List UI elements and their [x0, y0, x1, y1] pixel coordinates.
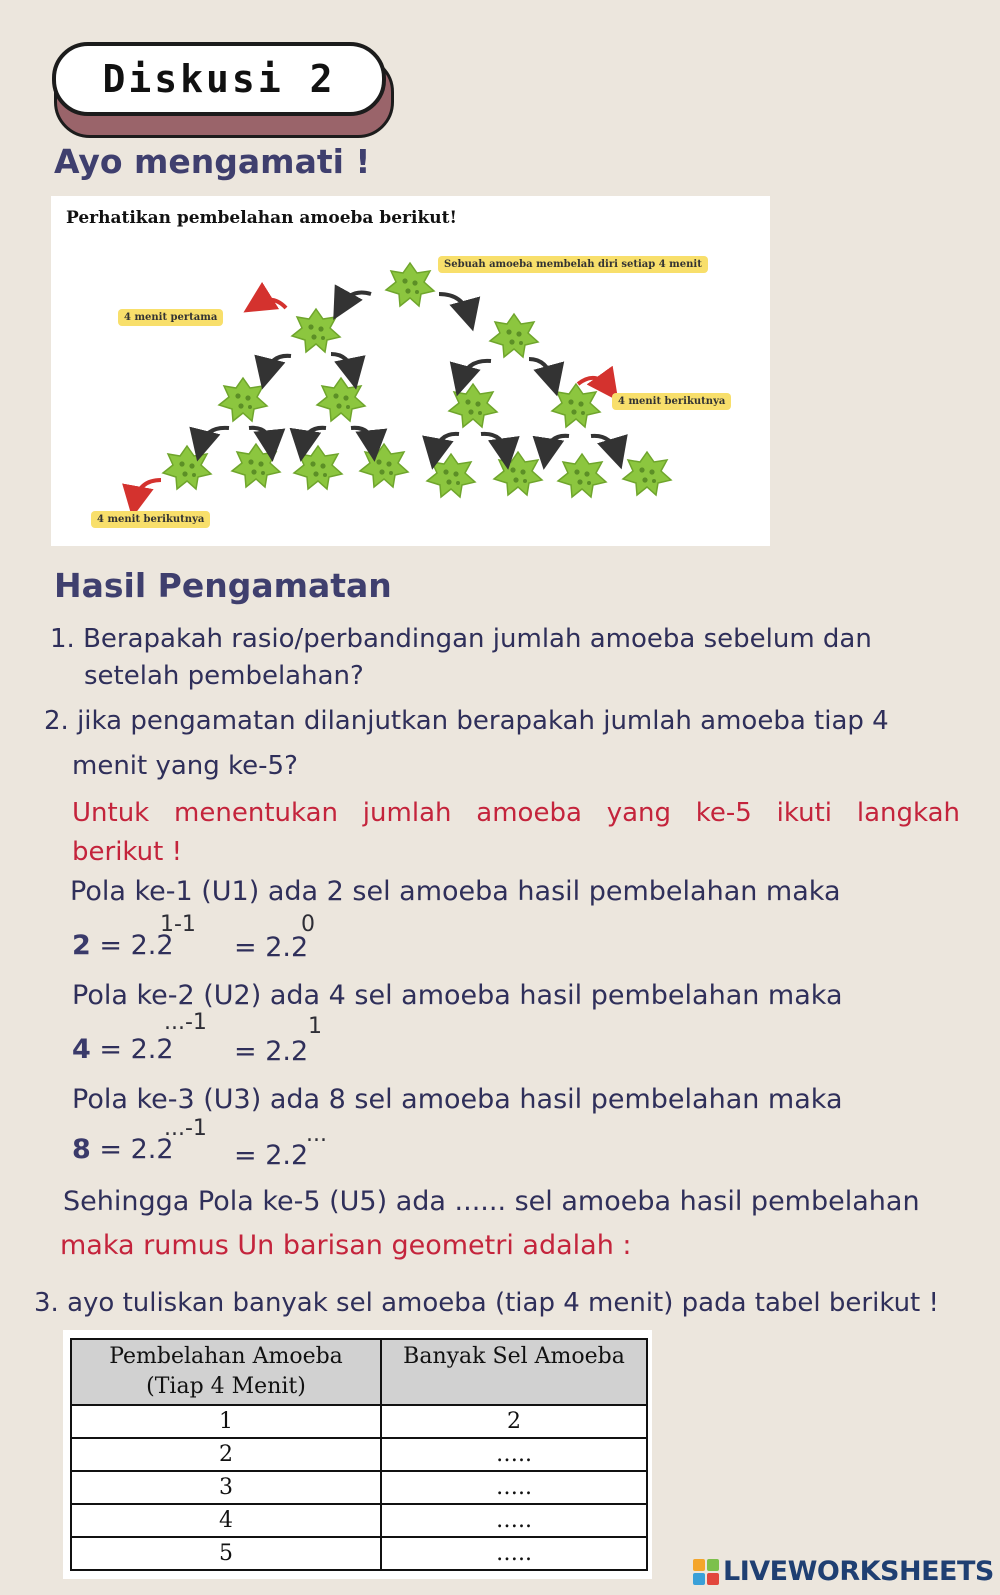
observe-heading: Ayo mengamati !: [54, 142, 371, 181]
split-arrow: [303, 428, 326, 446]
conclusion-line-1: Sehingga Pola ke-5 (U5) ada ...... sel amoeba hasil pembelahan: [63, 1186, 920, 1217]
pattern-1-simplified-exponent: 0: [301, 912, 315, 937]
liveworksheets-wordmark: LIVEWORKSHEETS: [723, 1556, 994, 1587]
pattern-3-equation: [72, 1134, 174, 1165]
split-arrow: [351, 428, 373, 446]
question-1-line-2: setelah pembelahan?: [84, 661, 364, 691]
pattern-3-exponent: ...-1: [164, 1116, 207, 1141]
time-arrow: [257, 300, 286, 308]
split-arrow: [546, 436, 569, 454]
pattern-1-base: = 2.2: [90, 930, 174, 961]
question-2-line-2: menit yang ke-5?: [72, 751, 298, 781]
division-cell: 4: [71, 1504, 381, 1537]
amoeba-level3: [494, 452, 542, 495]
amoeba-level3: [163, 446, 211, 489]
question-3: 3. ayo tuliskan banyak sel amoeba (tiap 4 menit) pada tabel berikut !: [34, 1288, 939, 1318]
liveworksheets-icon: [693, 1559, 719, 1585]
amoeba-level3: [558, 454, 606, 497]
split-arrow: [481, 434, 506, 454]
split-arrow: [435, 434, 459, 454]
count-input-cell[interactable]: …..: [381, 1504, 647, 1537]
amoeba-level3: [360, 444, 408, 487]
count-input-cell[interactable]: …..: [381, 1537, 647, 1570]
division-cell: 5: [71, 1537, 381, 1570]
tag-next-4-minutes-right: 4 menit berikutnya: [612, 393, 731, 410]
count-input-cell[interactable]: …..: [381, 1438, 647, 1471]
pattern-3-text: Pola ke-3 (U3) ada 8 sel amoeba hasil pembelahan maka: [72, 1084, 843, 1115]
amoeba-level2: [317, 378, 365, 421]
split-arrow: [461, 361, 491, 381]
division-cell: 3: [71, 1471, 381, 1504]
amoeba-level1: [490, 314, 538, 357]
pattern-2-base: = 2.2: [90, 1034, 174, 1065]
liveworksheets-logo: [693, 1556, 994, 1587]
tag-next-4-minutes-left: 4 menit berikutnya: [91, 511, 210, 528]
pattern-1-simplified: = 2.2: [234, 932, 309, 963]
pattern-2-value: 4: [72, 1034, 91, 1065]
amoeba-level3: [623, 452, 671, 495]
header-division-line-1: Pembelahan Amoeba: [109, 1344, 343, 1369]
split-arrow: [591, 436, 617, 454]
split-arrow: [439, 294, 469, 316]
table-row: [71, 1405, 647, 1438]
pattern-2-simplified-exponent: 1: [308, 1014, 322, 1039]
illustration-title: Perhatikan pembelahan amoeba berikut!: [66, 208, 457, 228]
instruction-line-2: berikut !: [72, 837, 183, 867]
amoeba-level1: [292, 309, 340, 352]
pattern-3-simplified-exponent: ...: [306, 1122, 327, 1147]
pattern-1-equation: [72, 930, 174, 961]
badge-label: Diskusi 2: [102, 57, 336, 101]
table-row: [71, 1471, 647, 1504]
amoeba-level2: [552, 384, 600, 427]
amoeba-level3: [427, 454, 475, 497]
conclusion-line-2: maka rumus Un barisan geometri adalah :: [60, 1230, 632, 1261]
amoeba-level2: [219, 378, 267, 421]
amoeba-level3: [294, 446, 342, 489]
division-cell: 1: [71, 1405, 381, 1438]
header-cell-count: Banyak Sel Amoeba: [381, 1339, 647, 1405]
pattern-2-text: Pola ke-2 (U2) ada 4 sel amoeba hasil pembelahan maka: [72, 980, 843, 1011]
split-arrow: [266, 356, 291, 374]
pattern-1-value: 2: [72, 930, 91, 961]
pattern-1-text: Pola ke-1 (U1) ada 2 sel amoeba hasil pembelahan maka: [70, 876, 841, 907]
count-cell: 2: [381, 1405, 647, 1438]
table-row: [71, 1537, 647, 1570]
split-arrow: [341, 293, 371, 307]
time-arrow: [135, 480, 161, 502]
tag-every-4-minutes: Sebuah amoeba membelah diri setiap 4 menit: [438, 256, 708, 273]
pattern-3-base: = 2.2: [90, 1134, 174, 1165]
amoeba-diagram: [51, 196, 770, 546]
amoeba-level3: [232, 444, 280, 487]
amoeba-illustration: [51, 196, 770, 546]
split-arrow: [331, 354, 353, 374]
table-header-row: [71, 1339, 647, 1405]
split-arrow: [201, 428, 229, 446]
pattern-2-exponent: ...-1: [164, 1010, 207, 1035]
instruction-line-1: Untuk menentukan jumlah amoeba yang ke-5 ikuti langkah: [72, 798, 960, 828]
pattern-2-simplified: = 2.2: [234, 1036, 309, 1067]
time-arrow: [578, 378, 609, 388]
pattern-3-simplified: = 2.2: [234, 1140, 309, 1171]
results-heading: Hasil Pengamatan: [54, 566, 392, 605]
split-arrow: [529, 359, 553, 381]
pattern-2-equation: [72, 1034, 174, 1065]
split-arrow: [249, 428, 271, 446]
tag-first-4-minutes: 4 menit pertama: [118, 309, 223, 326]
table-row: [71, 1438, 647, 1471]
pattern-3-value: 8: [72, 1134, 91, 1165]
pattern-1-exponent: 1-1: [160, 912, 196, 937]
section-badge: [52, 42, 386, 116]
division-cell: 2: [71, 1438, 381, 1471]
question-2-line-1: 2. jika pengamatan dilanjutkan berapakah jumlah amoeba tiap 4: [44, 706, 889, 736]
count-input-cell[interactable]: …..: [381, 1471, 647, 1504]
amoeba-level0: [386, 263, 434, 306]
header-division: [71, 1339, 381, 1405]
amoeba-table: [70, 1338, 648, 1571]
question-1-line-1: 1. Berapakah rasio/perbandingan jumlah amoeba sebelum dan: [50, 624, 872, 654]
header-division-line-2: (Tiap 4 Menit): [146, 1374, 306, 1399]
table-row: [71, 1504, 647, 1537]
amoeba-level2: [449, 384, 497, 427]
